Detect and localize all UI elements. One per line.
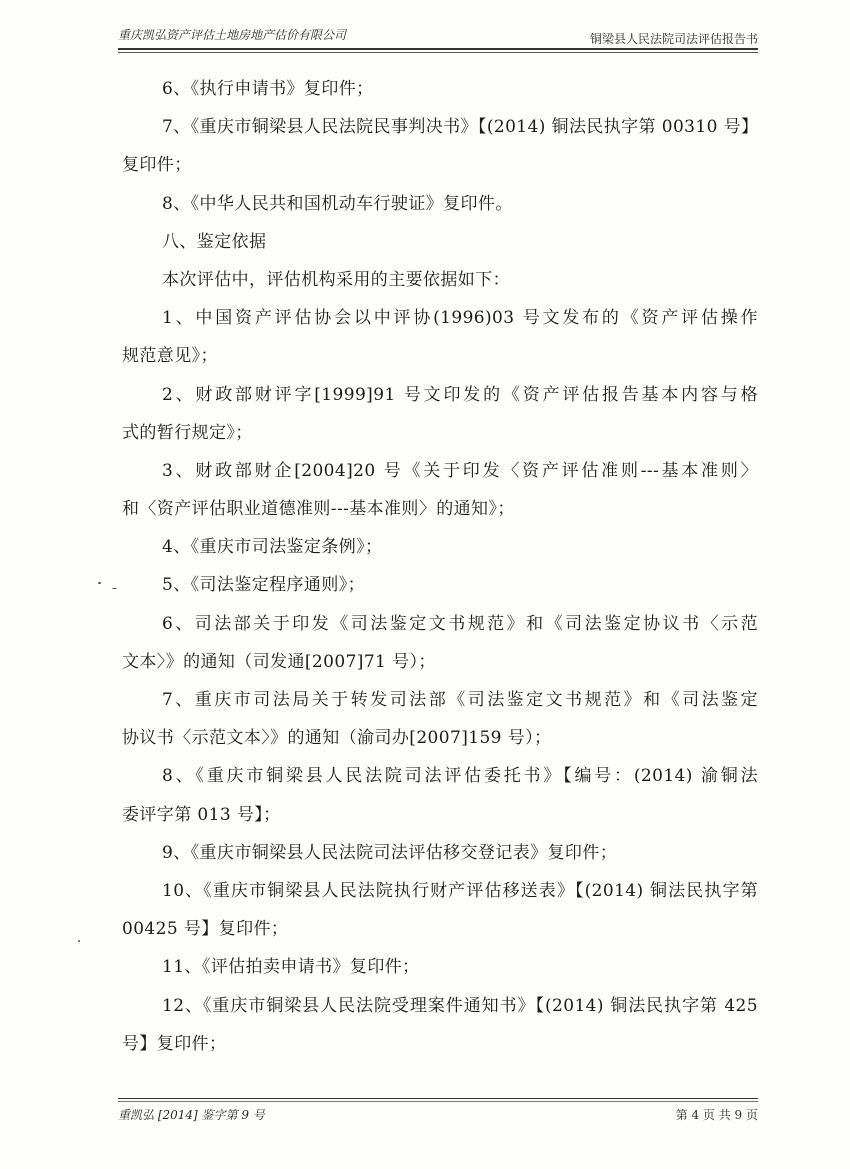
footer-divider-thin [118,1101,758,1102]
body-line: 文本〉》的通知（司发通[2007]71 号）； [122,651,436,672]
body-line: 7、重庆市司法局关于转发司法部《司法鉴定文书规范》和《司法鉴定 [162,690,758,710]
body-line: 1、中国资产评估协会以中评协(1996)03 号文发布的《资产评估操作 [162,308,758,329]
header-divider-thin [118,52,758,53]
body-line: 规范意见》； [122,346,218,367]
body-line: 复印件； [122,155,192,176]
page-header [118,24,758,46]
body-line: 式的暂行规定》； [122,422,253,443]
body-line: 11、《评估拍卖申请书》复印件； [162,957,420,978]
body-line: 协议书〈示范文本〉》的通知（渝司办[2007]159 号）； [122,728,552,749]
document-body [122,70,758,1063]
footer-report-number: 重凯弘 [2014] 鉴字第 9 号 [118,1108,265,1122]
body-line: 8、《中华人民共和国机动车行驶证》复印件。 [162,193,513,214]
footer-divider [118,1098,758,1099]
body-line: 3、财政部财企[2004]20 号《关于印发〈资产评估准则---基本准则〉 [162,460,758,481]
body-line: 10、《重庆市铜梁县人民法院执行财产评估移送表》【(2014) 铜法民执字第 [162,880,758,901]
body-line: 8、《重庆市铜梁县人民法院司法评估委托书》【编号：(2014) 渝铜法 [162,766,758,787]
header-report-title: 铜梁县人民法院司法评估报告书 [589,32,758,46]
body-line: 6、《执行申请书》复印件； [162,79,374,99]
scan-speck [98,582,101,584]
body-line: 和〈资产评估职业道德准则---基本准则〉的通知》； [122,499,515,520]
body-line: 2、财政部财评字[1999]91 号文印发的《资产评估报告基本内容与格 [162,384,758,405]
section-heading: 八、鉴定依据 [162,231,267,252]
body-line: 委评字第 013 号】； [122,804,281,825]
scan-speck [112,588,117,589]
body-line: 00425 号】复印件； [122,919,289,940]
body-line: 6、司法部关于印发《司法鉴定文书规范》和《司法鉴定协议书〈示范 [162,613,758,634]
body-line: 7、《重庆市铜梁县人民法院民事判决书》【(2014) 铜法民执字第 00310 号】 [162,117,759,138]
body-line: 号】复印件； [122,1033,227,1054]
scan-speck [78,940,80,942]
body-line: 5、《司法鉴定程序通则》； [162,575,366,596]
body-line: 9、《重庆市铜梁县人民法院司法评估移交登记表》复印件； [162,842,618,863]
footer-page-number: 第 4 页 共 9 页 [675,1108,758,1122]
header-divider [118,48,758,50]
body-line: 12、《重庆市铜梁县人民法院受理案件通知书》【(2014) 铜法民执字第 425 [162,995,758,1016]
body-line: 本次评估中，评估机构采用的主要依据如下： [162,269,510,290]
body-line: 4、《重庆市司法鉴定条例》； [162,537,383,558]
header-company-name: 重庆凯弘资产评估土地房地产估价有限公司 [118,28,347,42]
